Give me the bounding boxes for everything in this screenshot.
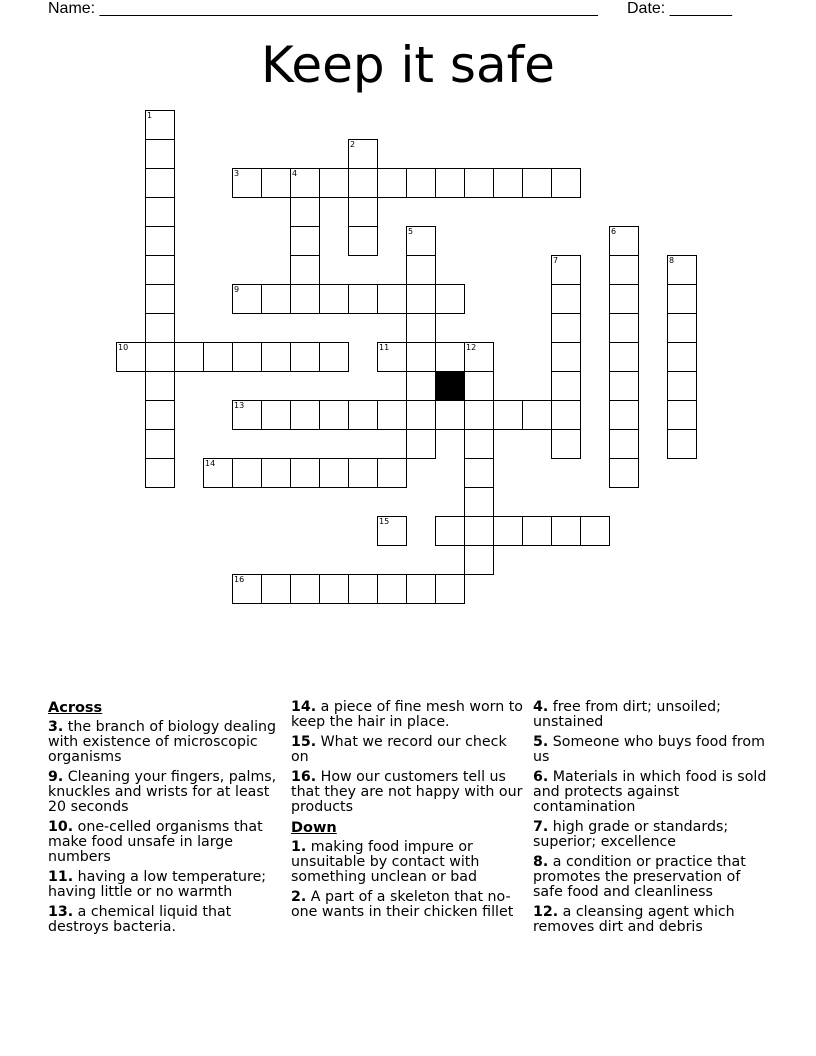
grid-cell[interactable] — [145, 400, 175, 430]
grid-cell[interactable] — [667, 342, 697, 372]
grid-cell[interactable] — [203, 342, 233, 372]
grid-cell[interactable] — [290, 458, 320, 488]
clue-number: 3 — [234, 169, 240, 178]
grid-cell[interactable] — [319, 574, 349, 604]
grid-cell[interactable] — [435, 516, 465, 546]
clue-number: 16 — [234, 575, 245, 584]
clue-number: 4 — [292, 169, 298, 178]
clue-number-label: 5. — [533, 734, 549, 750]
grid-cell[interactable] — [319, 284, 349, 314]
grid-cell[interactable] — [261, 168, 291, 198]
clue-number-label: 3. — [48, 719, 64, 735]
grid-cell[interactable] — [348, 574, 378, 604]
clue-number-label: 15. — [291, 734, 317, 750]
grid-cell[interactable] — [116, 342, 146, 372]
grid-cell[interactable] — [493, 168, 523, 198]
grid-cell[interactable] — [261, 458, 291, 488]
clue-number-label: 11. — [48, 869, 74, 885]
clue-number-label: 12. — [533, 904, 559, 920]
grid-cell[interactable] — [145, 110, 175, 140]
grid-cell[interactable] — [348, 197, 378, 227]
grid-cell[interactable] — [319, 342, 349, 372]
grid-cell[interactable] — [290, 284, 320, 314]
clue-item — [48, 770, 284, 815]
grid-cell[interactable] — [406, 226, 436, 256]
grid-cell[interactable] — [464, 429, 494, 459]
grid-cell[interactable] — [551, 516, 581, 546]
clue-number-label: 16. — [291, 769, 317, 785]
grid-cell[interactable] — [406, 429, 436, 459]
clue-item — [291, 890, 527, 920]
grid-cell[interactable] — [174, 342, 204, 372]
clue-item — [291, 700, 527, 730]
grid-cell[interactable] — [377, 516, 407, 546]
grid-cell[interactable] — [232, 168, 262, 198]
grid-cell[interactable] — [406, 574, 436, 604]
grid-cell[interactable] — [145, 458, 175, 488]
grid-cell[interactable] — [609, 284, 639, 314]
clue-text: A part of a skeleton that no-one wants in their chicken fillet — [291, 889, 514, 920]
grid-cell[interactable] — [464, 168, 494, 198]
grid-cell[interactable] — [290, 342, 320, 372]
clue-text: Materials in which food is sold and protects against contamination — [533, 769, 767, 815]
clue-item — [48, 720, 284, 765]
grid-cell[interactable] — [377, 284, 407, 314]
clue-text: What we record our check on — [291, 734, 507, 765]
grid-cell[interactable] — [464, 371, 494, 401]
grid-cell[interactable] — [348, 458, 378, 488]
grid-cell[interactable] — [551, 371, 581, 401]
grid-cell[interactable] — [261, 284, 291, 314]
clue-text: the branch of biology dealing with existence of microscopic organisms — [48, 719, 277, 765]
clue-number-label: 1. — [291, 839, 307, 855]
clue-item — [533, 735, 773, 765]
clue-item — [48, 905, 284, 935]
across-clue-list — [48, 720, 284, 935]
grid-cell[interactable] — [145, 284, 175, 314]
clue-text: Someone who buys food from us — [533, 734, 765, 765]
clue-number-label: 7. — [533, 819, 549, 835]
grid-cell[interactable] — [667, 400, 697, 430]
grid-cell[interactable] — [232, 574, 262, 604]
grid-cell[interactable] — [522, 516, 552, 546]
grid-cell[interactable] — [145, 139, 175, 169]
clue-number: 5 — [408, 227, 414, 236]
grid-cell[interactable] — [377, 400, 407, 430]
grid-cell[interactable] — [551, 284, 581, 314]
grid-cell[interactable] — [290, 400, 320, 430]
puzzle-title: Keep it safe — [261, 36, 555, 94]
clue-number-label: 10. — [48, 819, 74, 835]
clue-item — [291, 735, 527, 765]
grid-cell[interactable] — [551, 255, 581, 285]
clue-text: a condition or practice that promotes the preservation of safe food and cleanliness — [533, 854, 746, 900]
grid-cell[interactable] — [435, 574, 465, 604]
grid-cell[interactable] — [435, 400, 465, 430]
grid-cell[interactable] — [551, 400, 581, 430]
grid-cell[interactable] — [261, 400, 291, 430]
clue-number-label: 9. — [48, 769, 64, 785]
clue-item — [533, 770, 773, 815]
clues-column-1 — [48, 700, 284, 940]
clue-number: 14 — [205, 459, 216, 468]
grid-cell[interactable] — [145, 255, 175, 285]
clue-text: one-celled organisms that make food unsafe in large numbers — [48, 819, 263, 865]
clue-text: a chemical liquid that destroys bacteria. — [48, 904, 232, 935]
grid-cell[interactable] — [406, 168, 436, 198]
clue-item — [48, 820, 284, 865]
across-heading: Across — [48, 700, 103, 716]
grid-cell[interactable] — [406, 400, 436, 430]
name-line: ________________________________________________________ — [99, 0, 598, 17]
grid-cell[interactable] — [493, 400, 523, 430]
clue-text: Cleaning your fingers, palms, knuckles and wrists for at least 20 seconds — [48, 769, 277, 815]
clue-text: How our customers tell us that they are not happy with our products — [291, 769, 523, 815]
clue-number-label: 2. — [291, 889, 307, 905]
grid-cell[interactable] — [348, 168, 378, 198]
name-label: Name: — [48, 0, 96, 17]
grid-cell[interactable] — [406, 255, 436, 285]
clue-number: 1 — [147, 111, 153, 120]
grid-cell[interactable] — [319, 400, 349, 430]
grid-cell[interactable] — [464, 458, 494, 488]
grid-cell[interactable] — [667, 371, 697, 401]
grid-cell[interactable] — [464, 516, 494, 546]
across-clue-list-continued — [291, 700, 527, 815]
grid-cell[interactable] — [551, 342, 581, 372]
grid-cell[interactable] — [145, 226, 175, 256]
clue-text: free from dirt; unsoiled; unstained — [533, 699, 721, 730]
grid-cell[interactable] — [377, 168, 407, 198]
grid-cell[interactable] — [145, 371, 175, 401]
clue-number: 7 — [553, 256, 559, 265]
grid-cell[interactable] — [464, 487, 494, 517]
clue-item — [291, 840, 527, 885]
grid-cell[interactable] — [203, 458, 233, 488]
grid-cell[interactable] — [261, 342, 291, 372]
grid-cell[interactable] — [406, 371, 436, 401]
grid-cell[interactable] — [522, 168, 552, 198]
grid-cell[interactable] — [464, 342, 494, 372]
clue-number: 12 — [466, 343, 477, 352]
clues-column-2 — [291, 700, 527, 925]
grid-cell[interactable] — [464, 400, 494, 430]
grid-cell[interactable] — [232, 400, 262, 430]
grid-cell[interactable] — [319, 458, 349, 488]
grid-cell[interactable] — [667, 313, 697, 343]
clue-number-label: 4. — [533, 699, 549, 715]
grid-cell[interactable] — [290, 226, 320, 256]
clue-number: 13 — [234, 401, 245, 410]
grid-cell[interactable] — [348, 400, 378, 430]
grid-cell[interactable] — [551, 313, 581, 343]
grid-cell[interactable] — [551, 429, 581, 459]
black-cell — [435, 371, 465, 401]
clue-text: a cleansing agent which removes dirt and debris — [533, 904, 735, 935]
clue-number: 2 — [350, 140, 356, 149]
clue-number-label: 8. — [533, 854, 549, 870]
grid-cell[interactable] — [522, 400, 552, 430]
grid-cell[interactable] — [145, 342, 175, 372]
clue-item — [291, 770, 527, 815]
grid-cell[interactable] — [609, 400, 639, 430]
date-line: _______ — [669, 0, 732, 17]
grid-cell[interactable] — [609, 371, 639, 401]
grid-cell[interactable] — [319, 168, 349, 198]
grid-cell[interactable] — [435, 342, 465, 372]
grid-cell[interactable] — [609, 226, 639, 256]
clue-item — [533, 855, 773, 900]
clue-number: 9 — [234, 285, 240, 294]
grid-cell[interactable] — [290, 255, 320, 285]
grid-cell[interactable] — [232, 284, 262, 314]
grid-cell[interactable] — [493, 516, 523, 546]
clue-item — [48, 870, 284, 900]
clues-column-3 — [533, 700, 773, 940]
clue-item — [533, 905, 773, 935]
clue-text: high grade or standards; superior; excellence — [533, 819, 729, 850]
grid-cell[interactable] — [609, 255, 639, 285]
clue-text: making food impure or unsuitable by contact with something unclean or bad — [291, 839, 480, 885]
grid-cell[interactable] — [290, 168, 320, 198]
down-clue-list-continued — [533, 700, 773, 935]
grid-cell[interactable] — [435, 168, 465, 198]
grid-cell[interactable] — [435, 284, 465, 314]
grid-cell[interactable] — [609, 458, 639, 488]
grid-cell[interactable] — [551, 168, 581, 198]
grid-cell[interactable] — [377, 458, 407, 488]
grid-cell[interactable] — [609, 313, 639, 343]
grid-cell[interactable] — [464, 545, 494, 575]
grid-cell[interactable] — [348, 284, 378, 314]
grid-cell[interactable] — [261, 574, 291, 604]
date-label: Date: — [627, 0, 666, 17]
clue-item — [533, 820, 773, 850]
clue-number: 6 — [611, 227, 617, 236]
grid-cell[interactable] — [145, 313, 175, 343]
clue-number-label: 14. — [291, 699, 317, 715]
clue-text: having a low temperature; having little or no warmth — [48, 869, 267, 900]
clue-number: 15 — [379, 517, 390, 526]
grid-cell[interactable] — [232, 458, 262, 488]
clue-number: 11 — [379, 343, 390, 352]
grid-cell[interactable] — [290, 197, 320, 227]
grid-cell[interactable] — [609, 342, 639, 372]
down-clue-list — [291, 840, 527, 920]
grid-cell[interactable] — [667, 284, 697, 314]
clue-number: 10 — [118, 343, 129, 352]
clue-item — [533, 700, 773, 730]
grid-cell[interactable] — [377, 342, 407, 372]
grid-cell[interactable] — [406, 284, 436, 314]
grid-cell[interactable] — [145, 197, 175, 227]
grid-cell[interactable] — [290, 574, 320, 604]
grid-cell[interactable] — [348, 226, 378, 256]
grid-cell[interactable] — [348, 139, 378, 169]
grid-cell[interactable] — [667, 429, 697, 459]
clue-number-label: 6. — [533, 769, 549, 785]
down-heading: Down — [291, 820, 337, 836]
grid-cell[interactable] — [609, 429, 639, 459]
clue-number: 8 — [669, 256, 675, 265]
grid-cell[interactable] — [145, 429, 175, 459]
clue-number-label: 13. — [48, 904, 74, 920]
grid-cell[interactable] — [145, 168, 175, 198]
grid-cell[interactable] — [232, 342, 262, 372]
grid-cell[interactable] — [377, 574, 407, 604]
grid-cell[interactable] — [580, 516, 610, 546]
grid-cell[interactable] — [406, 342, 436, 372]
grid-cell[interactable] — [667, 255, 697, 285]
clue-text: a piece of fine mesh worn to keep the hair in place. — [291, 699, 523, 730]
grid-cell[interactable] — [406, 313, 436, 343]
